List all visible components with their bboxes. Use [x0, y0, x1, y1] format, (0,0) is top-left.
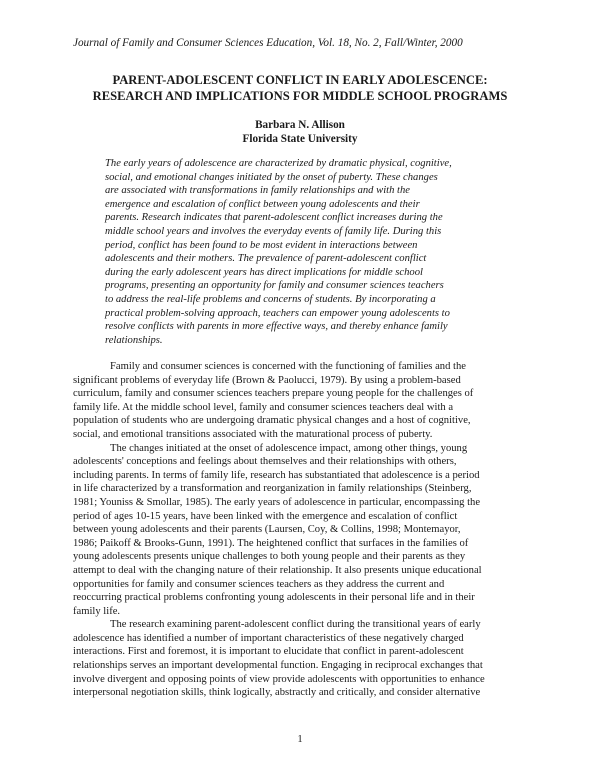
page-number: 1 [297, 734, 303, 745]
abstract-line: to address the real-life problems and concerns of students. By incorporating a [105, 293, 436, 305]
body-paragraph [73, 360, 529, 442]
body-line: adolescents' conceptions and feelings about themselves and their relationships with others, [73, 456, 457, 468]
abstract-line: adolescents and their mothers. The prevalence of parent-adolescent conflict [105, 253, 427, 265]
abstract-line: emergence and escalation of conflict between young adolescents and their [105, 198, 420, 210]
body-line: young adolescents presents unique challenges to both young people and their parents as they [73, 551, 466, 563]
journal-citation: Journal of Family and Consumer Sciences Education, Vol. 18, No. 2, Fall/Winter, 2000 [73, 37, 463, 49]
body-line: social, and emotional transitions associated with the maturational process of puberty. [73, 428, 433, 440]
title-line: PARENT-ADOLESCENT CONFLICT IN EARLY ADOLESCENCE: [112, 73, 488, 87]
abstract-line: during the early adolescent years has direct implications for middle school [105, 266, 423, 278]
body-line: family life. [73, 605, 121, 617]
body-line: interactions. First and foremost, it is important to elucidate that conflict in parent-adolescent [73, 646, 464, 658]
body-line: attempt to deal with the changing nature of their relationship. It also presents unique educational [73, 564, 482, 576]
body-line: period of ages 10-15 years, have been linked with the emergence and escalation of conflict [73, 510, 458, 522]
body-line: interpersonal negotiation skills, think logically, abstractly and critically, and consider alternative [73, 687, 481, 699]
article-title [60, 72, 540, 104]
body-line: reoccurring practical problems confronting young adolescents in their personal life and in their [73, 592, 475, 604]
body-line: curriculum, family and consumer sciences teachers prepare young people for the challenges of [73, 388, 474, 400]
body-paragraph [73, 618, 529, 700]
body-line: population of students who are undergoing dramatic physical changes and a host of cognitive, [73, 415, 471, 427]
abstract [105, 157, 515, 347]
author-block [60, 118, 540, 146]
body-line: adolescence has identified a number of important characteristics of these negatively charged [73, 632, 464, 644]
abstract-line: social, and emotional changes initiated by the onset of puberty. These changes [105, 171, 438, 183]
abstract-line: relationships. [105, 334, 163, 346]
title-line: RESEARCH AND IMPLICATIONS FOR MIDDLE SCHOOL PROGRAMS [92, 89, 508, 103]
article-body [73, 360, 529, 700]
abstract-line: period, conflict has been found to be most evident in interactions between [105, 239, 418, 251]
body-line: The research examining parent-adolescent conflict during the transitional years of early [110, 619, 481, 631]
author-name: Barbara N. Allison [255, 119, 345, 131]
abstract-line: practical problem-solving approach, teachers can empower young adolescents to [105, 307, 450, 319]
body-line: between young adolescents and their parents (Laursen, Coy, & Collins, 1998; Montemayor, [73, 524, 461, 536]
author-affiliation: Florida State University [242, 133, 358, 145]
body-line: including parents. In terms of family life, research has substantiated that adolescence is a period [73, 469, 480, 481]
body-line: 1981; Youniss & Smollar, 1985). The early years of adolescence in particular, encompassing the [73, 496, 481, 508]
abstract-line: The early years of adolescence are characterized by dramatic physical, cognitive, [105, 158, 452, 169]
abstract-line: programs, presenting an opportunity for family and consumer sciences teachers [105, 280, 444, 292]
abstract-line: middle school years and involves the everyday events of family life. During this [105, 225, 442, 237]
abstract-line: parents. Research indicates that parent-adolescent conflict increases during the [105, 212, 443, 224]
body-line: 1986; Paikoff & Brooks-Gunn, 1991). The heightened conflict that surfaces in the families of [73, 537, 469, 549]
body-line: relationships serves an important developmental function. Engaging in reciprocal exchanges that [73, 660, 483, 672]
body-line: Family and consumer sciences is concerned with the functioning of families and the [110, 361, 466, 372]
body-line: opportunities for family and consumer sciences teachers as they address the current and [73, 578, 445, 590]
body-paragraph [73, 442, 529, 619]
abstract-line: resolve conflicts with parents in more effective ways, and thereby enhance family [105, 321, 448, 333]
body-line: The changes initiated at the onset of adolescence impact, among other things, young [110, 442, 468, 454]
body-line: involve divergent and opposing points of view provide adolescents with opportunities to enhance [73, 673, 485, 685]
body-line: in life characterized by a transformation and reorganization in family relationships (Steinberg, [73, 483, 472, 495]
body-line: significant problems of everyday life (Brown & Paolucci, 1979). By using a problem-based [73, 374, 461, 386]
body-line: family life. At the middle school level, family and consumer sciences teachers deal with a [73, 401, 454, 413]
abstract-line: are associated with transformations in family relationships and with the [105, 185, 410, 197]
